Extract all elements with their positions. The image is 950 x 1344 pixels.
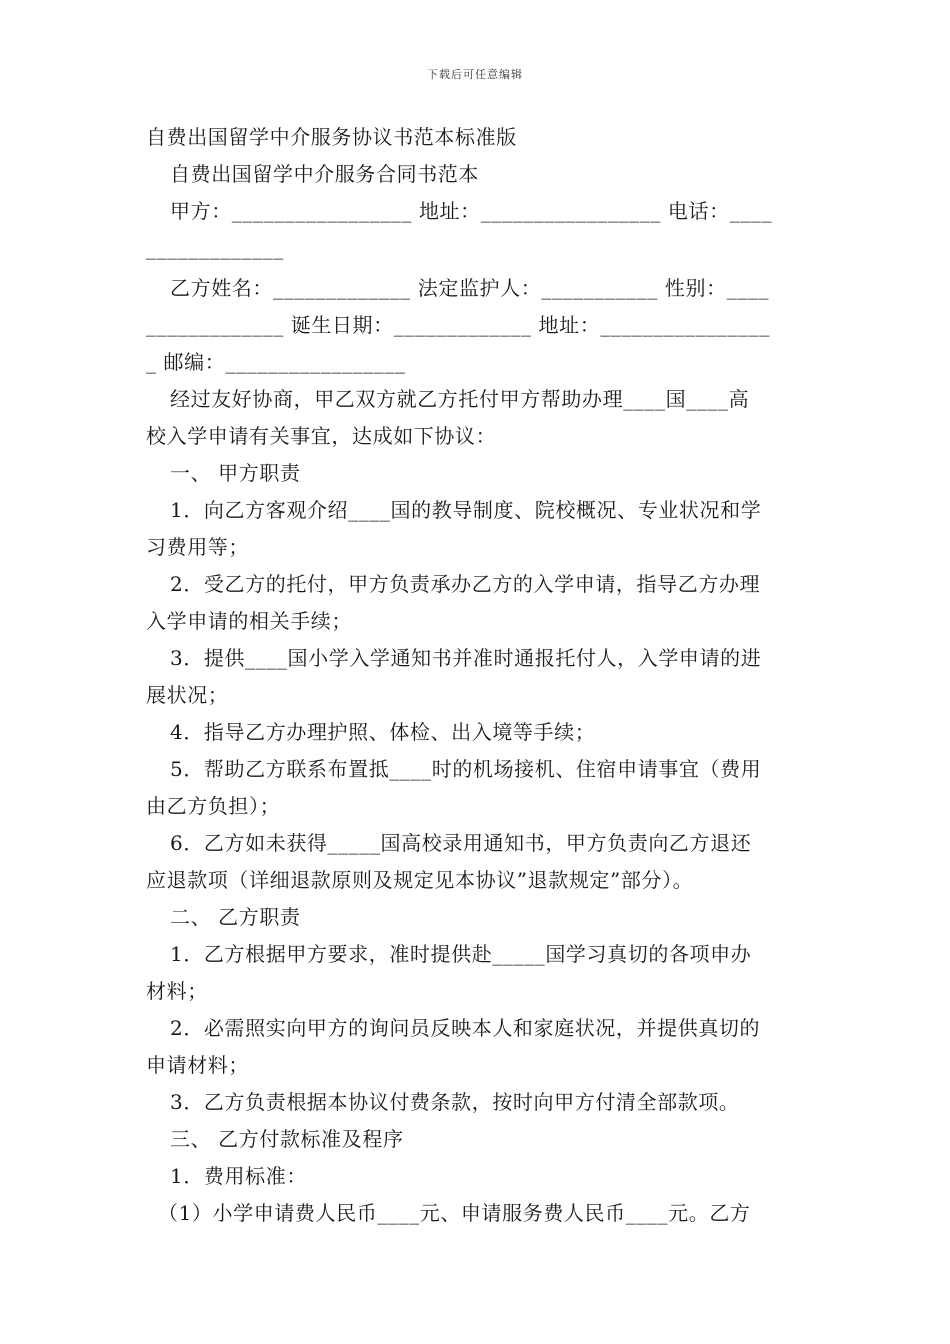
preamble-line: 经过友好协商，甲乙双方就乙方托付甲方帮助办理____国____高 bbox=[170, 387, 750, 411]
clause-a4: 4．指导乙方办理护照、体检、出入境等手续； bbox=[170, 720, 596, 744]
clause-c1: 1．费用标准： bbox=[170, 1164, 307, 1188]
clause-b2: 2．必需照实向甲方的询问员反映本人和家庭状况，并提供真切的 bbox=[170, 1016, 761, 1040]
clause-a5: 5．帮助乙方联系布置抵____时的机场接机、住宿申请事宜（费用 bbox=[170, 757, 762, 781]
party-a-line-cont: _____________ bbox=[146, 236, 284, 260]
document-body bbox=[146, 119, 808, 1232]
clause-c1-item1: （1）小学申请费人民币____元、申请服务费人民币____元。乙方 bbox=[158, 1201, 751, 1225]
clause-b2-cont: 申请材料； bbox=[146, 1053, 249, 1077]
section-heading-1: 一、 甲方职责 bbox=[170, 461, 301, 485]
clause-a2-cont: 入学申请的相关手续； bbox=[146, 609, 352, 633]
document-title: 自费出国留学中介服务协议书范本标准版 bbox=[146, 125, 517, 149]
party-b-postcode-line: _ 邮编：_________________ bbox=[146, 350, 406, 374]
document-subtitle: 自费出国留学中介服务合同书范本 bbox=[170, 162, 479, 186]
clause-b1-cont: 材料； bbox=[146, 979, 208, 1003]
clause-a5-cont: 由乙方负担）； bbox=[146, 794, 281, 818]
clause-b1: 1．乙方根据甲方要求，准时提供赴_____国学习真切的各项申办 bbox=[170, 942, 752, 966]
party-a-line: 甲方：_________________ 地址：_________________ 电话：____ bbox=[170, 199, 773, 223]
clause-a6-cont: 应退款项（详细退款原则及规定见本协议”退款规定”部分）。 bbox=[146, 868, 694, 892]
header-note: 下载后可任意编辑 bbox=[427, 68, 523, 81]
party-b-line-cont: _____________ 诞生日期：_____________ 地址：________________ bbox=[146, 313, 770, 337]
clause-a6: 6．乙方如未获得_____国高校录用通知书，甲方负责向乙方退还 bbox=[170, 831, 752, 855]
clause-a3: 3．提供____国小学入学通知书并准时通报托付人，入学申请的进 bbox=[170, 646, 762, 670]
party-b-line: 乙方姓名：_____________ 法定监护人：___________ 性别：____ bbox=[170, 276, 770, 300]
clause-a2: 2．受乙方的托付，甲方负责承办乙方的入学申请，指导乙方办理 bbox=[170, 572, 761, 596]
clause-a1: 1．向乙方客观介绍____国的教导制度、院校概况、专业状况和学 bbox=[170, 498, 762, 522]
section-heading-2: 二、 乙方职责 bbox=[170, 905, 301, 929]
section-heading-3: 三、 乙方付款标准及程序 bbox=[170, 1127, 404, 1151]
preamble-line-cont: 校入学申请有关事宜，达成如下协议： bbox=[146, 424, 497, 448]
clause-a1-cont: 习费用等； bbox=[146, 535, 249, 559]
clause-a3-cont: 展状况； bbox=[146, 683, 229, 707]
clause-b3: 3．乙方负责根据本协议付费条款，按时向甲方付清全部款项。 bbox=[170, 1090, 740, 1114]
